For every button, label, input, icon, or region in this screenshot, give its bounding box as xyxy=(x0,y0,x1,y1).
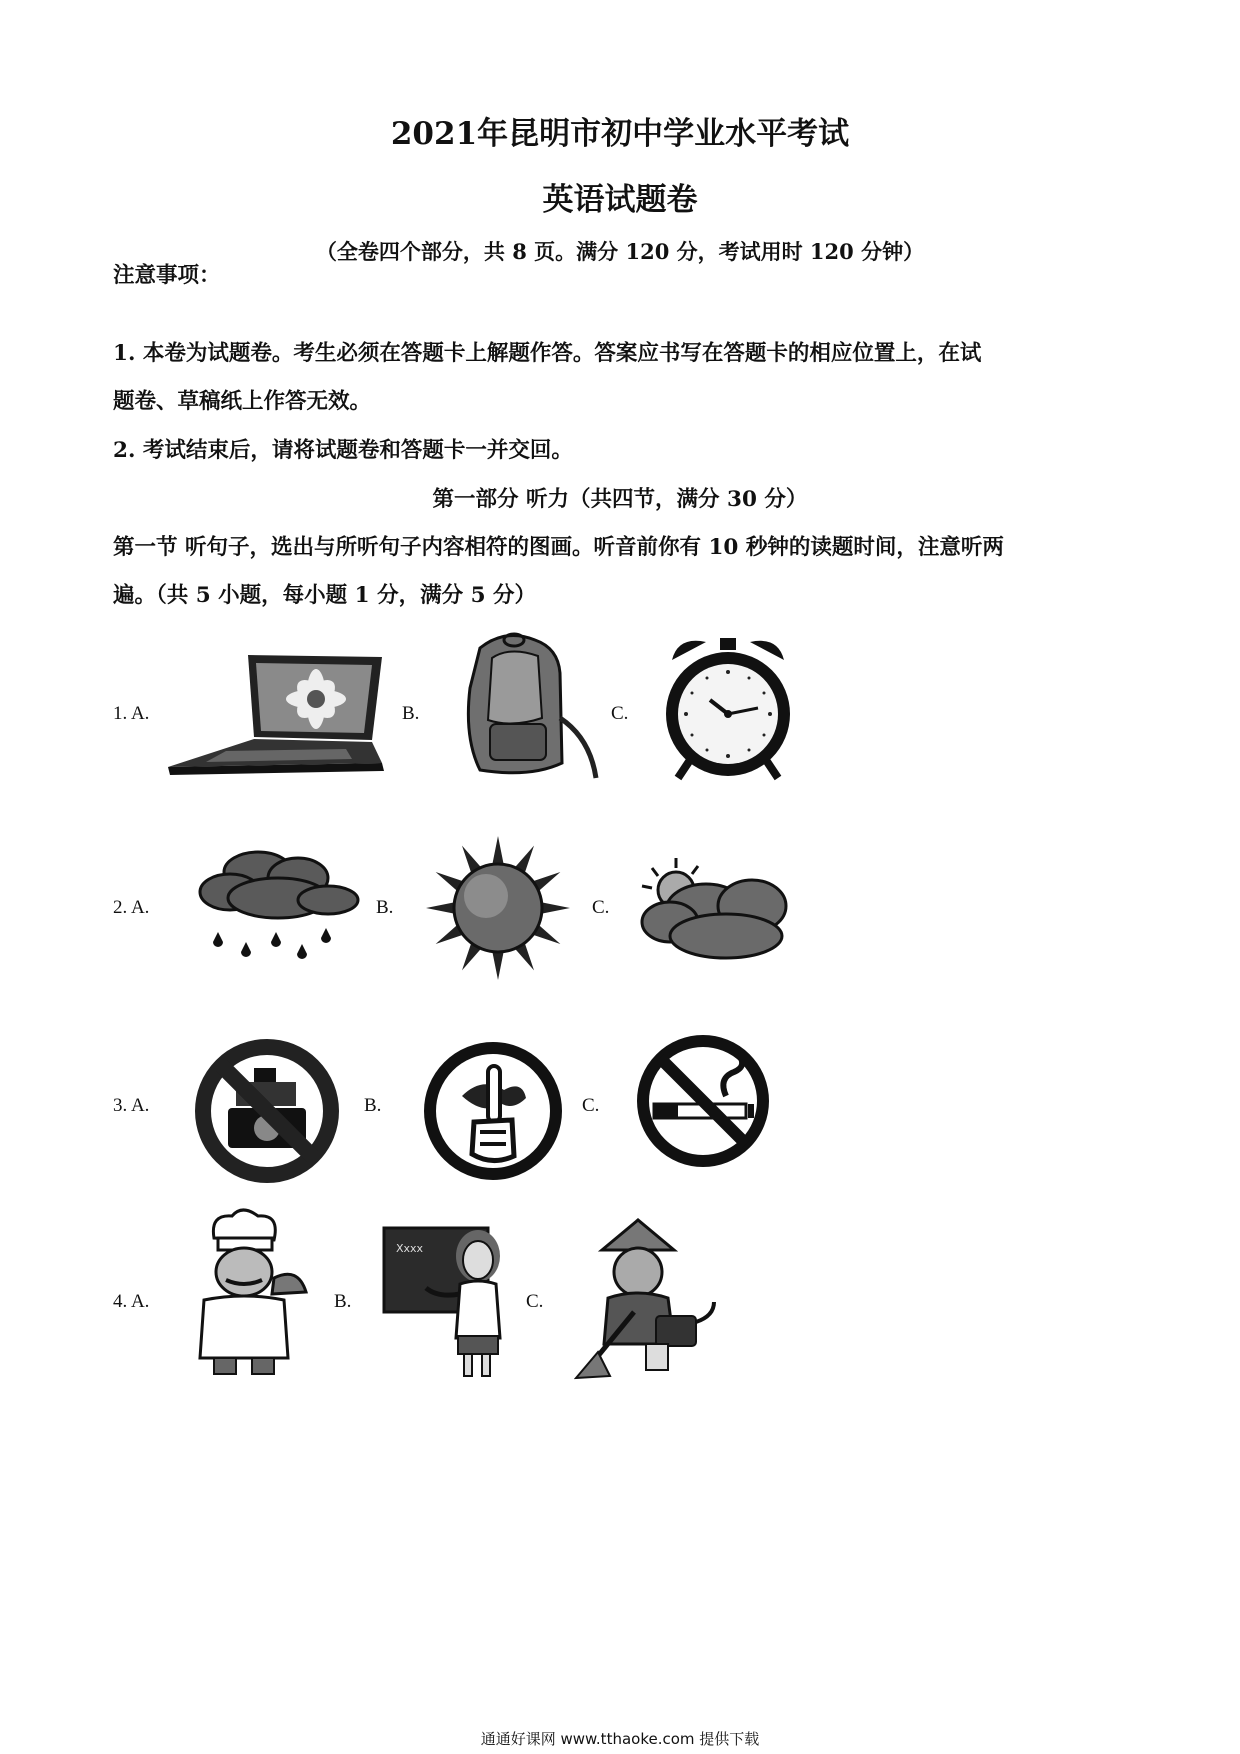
q2-label-c: C. xyxy=(592,897,610,918)
quiet-sign-icon xyxy=(422,1040,564,1182)
sun-icon xyxy=(426,836,570,980)
board-text: Xxxx xyxy=(396,1242,424,1255)
rain-cloud-icon xyxy=(198,848,360,968)
part1-heading: 第一部分 听力（共四节，满分 30 分） xyxy=(432,487,808,512)
exam-title: 2021年昆明市初中学业水平考试 xyxy=(390,116,850,152)
no-smoking-sign-icon xyxy=(634,1032,772,1170)
section1-line-2: 遍。（共 5 小题，每小题 1 分，满分 5 分） xyxy=(113,583,537,608)
q3-label-c: C. xyxy=(582,1095,600,1116)
q2-label-a: 2. A. xyxy=(113,897,150,918)
chef-icon xyxy=(180,1208,308,1380)
q4-label-b: B. xyxy=(334,1291,352,1312)
exam-subtitle: 英语试题卷 xyxy=(542,182,698,218)
partly-cloudy-icon xyxy=(636,856,792,964)
notice-item-1-line-1: 1. 本卷为试题卷。考生必须在答题卡上解题作答。答案应书写在答题卡的相应位置上，在试 xyxy=(113,341,982,366)
q4-label-a: 4. A. xyxy=(113,1291,150,1312)
notice-item-1-line-2: 题卷、草稿纸上作答无效。 xyxy=(113,389,372,414)
q4-label-c: C. xyxy=(526,1291,544,1312)
footer-source: 通通好课网 www.tthaoke.com 提供下载 xyxy=(480,1730,760,1748)
teacher-icon xyxy=(382,1218,520,1380)
q1-label-c: C. xyxy=(611,703,629,724)
q1-label-b: B. xyxy=(402,703,420,724)
q1-label-a: 1. A. xyxy=(113,703,150,724)
exam-note: （全卷四个部分，共 8 页。满分 120 分，考试用时 120 分钟） xyxy=(315,239,925,264)
q3-label-b: B. xyxy=(364,1095,382,1116)
notice-item-2: 2. 考试结束后，请将试题卷和答题卡一并交回。 xyxy=(113,438,573,463)
laptop-icon xyxy=(166,655,388,775)
q2-label-b: B. xyxy=(376,897,394,918)
backpack-icon xyxy=(450,628,600,788)
no-photo-sign-icon xyxy=(194,1038,340,1184)
q3-label-a: 3. A. xyxy=(113,1095,150,1116)
cleaner-icon xyxy=(574,1216,718,1380)
alarm-clock-icon xyxy=(662,632,794,782)
section1-line-1: 第一节 听句子，选出与所听句子内容相符的图画。听音前你有 10 秒钟的读题时间，注意听两 xyxy=(113,535,1004,560)
notice-heading: 注意事项： xyxy=(113,263,221,288)
